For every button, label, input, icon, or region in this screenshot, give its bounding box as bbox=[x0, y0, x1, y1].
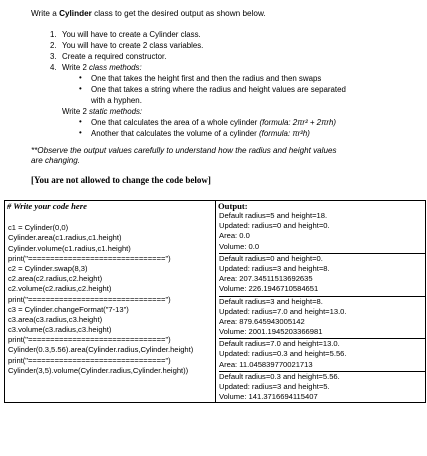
output-line: Updated: radius=3 and height=8. bbox=[219, 263, 330, 273]
step-text: Create a required constructor. bbox=[62, 52, 167, 61]
static-em: static methods: bbox=[89, 107, 143, 116]
static-method-text: One that calculates the area of a whole cylinder bbox=[91, 118, 260, 127]
code-line: c1 = Cylinder(0,0) bbox=[8, 223, 69, 233]
output-block bbox=[219, 254, 425, 295]
code-line: c2.volume(c2.radius,c2.height) bbox=[8, 284, 112, 294]
code-header: # Write your code here bbox=[7, 201, 87, 211]
output-line: Volume: 0.0 bbox=[219, 241, 260, 251]
output-line: Default radius=3 and height=8. bbox=[219, 296, 323, 306]
bullet-icon: • bbox=[79, 117, 82, 126]
static-method-formula: (formula: 2πr² + 2πrh) bbox=[259, 118, 337, 127]
bullet-icon: • bbox=[79, 73, 82, 82]
output-line: Area: 11.045839770021713 bbox=[219, 359, 313, 369]
output-line: Area: 207.34511513692635 bbox=[219, 274, 313, 284]
intro-class-name: Cylinder bbox=[59, 9, 92, 18]
output-line: Default radius=0 and height=0. bbox=[219, 253, 323, 263]
static-method-text: Another that calculates the volume of a cylinder bbox=[91, 129, 259, 138]
output-line: Area: 879.645943005142 bbox=[219, 316, 305, 326]
output-line: Updated: radius=0 and height=0. bbox=[219, 221, 330, 231]
step-number: 1. bbox=[50, 30, 57, 39]
warning-text: [You are not allowed to change the code below] bbox=[31, 175, 211, 185]
output-line: Updated: radius=7.0 and height=13.0. bbox=[219, 306, 347, 316]
static-methods-heading bbox=[62, 107, 142, 116]
output-line: Volume: 226.1946710584651 bbox=[219, 284, 319, 294]
code-line: c2.area(c2.radius,c2.height) bbox=[8, 274, 103, 284]
intro-text bbox=[31, 9, 266, 18]
static-method-item bbox=[91, 118, 336, 127]
step-number: 2. bbox=[50, 41, 57, 50]
output-line: Default radius=0.3 and height=5.56. bbox=[219, 371, 340, 381]
intro-suffix: class to get the desired output as shown below. bbox=[91, 9, 266, 18]
code-line: print("===============================") bbox=[8, 335, 171, 345]
output-lines bbox=[216, 211, 425, 402]
output-block bbox=[219, 372, 425, 403]
class-method-item: One that takes the height first and then the radius and then swaps bbox=[91, 74, 322, 83]
code-line: c3 = Cylinder.changeFormat("7-13") bbox=[8, 304, 129, 314]
code-line: c3.area(c3.radius,c3.height) bbox=[8, 314, 103, 324]
code-line bbox=[8, 213, 215, 223]
code-line: print("===============================") bbox=[8, 355, 171, 365]
observe-note-line-2: are changing. bbox=[31, 156, 81, 165]
step-number: 4. bbox=[50, 63, 57, 72]
static-prefix: Write 2 bbox=[62, 107, 90, 116]
intro-prefix: Write a bbox=[31, 9, 60, 18]
code-line: Cylinder(0.3,5.56).area(Cylinder.radius,Cylinder.height) bbox=[8, 345, 194, 355]
output-block bbox=[219, 339, 425, 370]
step-text bbox=[62, 63, 142, 72]
static-method-formula: (formula: πr²h) bbox=[259, 129, 310, 138]
output-line: Updated: radius=3 and height=5. bbox=[219, 382, 330, 391]
output-block bbox=[219, 297, 425, 338]
step-text-plain: Write 2 bbox=[62, 63, 90, 72]
output-header: Output: bbox=[218, 201, 248, 211]
code-lines bbox=[5, 213, 215, 376]
bullet-icon: • bbox=[79, 84, 82, 93]
code-output-table bbox=[4, 200, 426, 403]
output-block bbox=[219, 211, 425, 252]
step-number: 3. bbox=[50, 52, 57, 61]
code-line: print("===============================") bbox=[8, 294, 171, 304]
output-line: Updated: radius=0.3 and height=5.56. bbox=[219, 349, 347, 359]
code-line: c2 = Cylinder.swap(8,3) bbox=[8, 263, 88, 273]
code-line: Cylinder.volume(c1.radius,c1.height) bbox=[8, 243, 131, 253]
code-cell bbox=[5, 201, 216, 403]
class-method-item-cont: with a hyphen. bbox=[91, 96, 142, 105]
static-method-item bbox=[91, 129, 310, 138]
output-cell bbox=[216, 201, 426, 403]
step-text: You will have to create 2 class variables. bbox=[62, 41, 204, 50]
step-text-em: class methods: bbox=[89, 63, 142, 72]
output-line: Volume: 2001.1945203366981 bbox=[219, 327, 323, 337]
observe-note-line-1: **Observe the output values carefully to understand how the radius and height values bbox=[31, 146, 337, 155]
code-line: print("===============================") bbox=[8, 253, 171, 263]
code-line: c3.volume(c3.radius,c3.height) bbox=[8, 325, 112, 335]
code-line: Cylinder.area(c1.radius,c1.height) bbox=[8, 233, 122, 243]
code-line: Cylinder(3,5).volume(Cylinder.radius,Cylinder.height)) bbox=[8, 365, 189, 375]
output-line: Default radius=5 and height=18. bbox=[219, 211, 328, 220]
bullet-icon: • bbox=[79, 128, 82, 137]
output-line: Volume: 141.3716694115407 bbox=[219, 392, 318, 402]
step-text: You will have to create a Cylinder class. bbox=[62, 30, 201, 39]
output-line: Default radius=7.0 and height=13.0. bbox=[219, 339, 340, 349]
class-method-item: One that takes a string where the radius and height values are separated bbox=[91, 85, 346, 94]
output-line: Area: 0.0 bbox=[219, 231, 250, 241]
